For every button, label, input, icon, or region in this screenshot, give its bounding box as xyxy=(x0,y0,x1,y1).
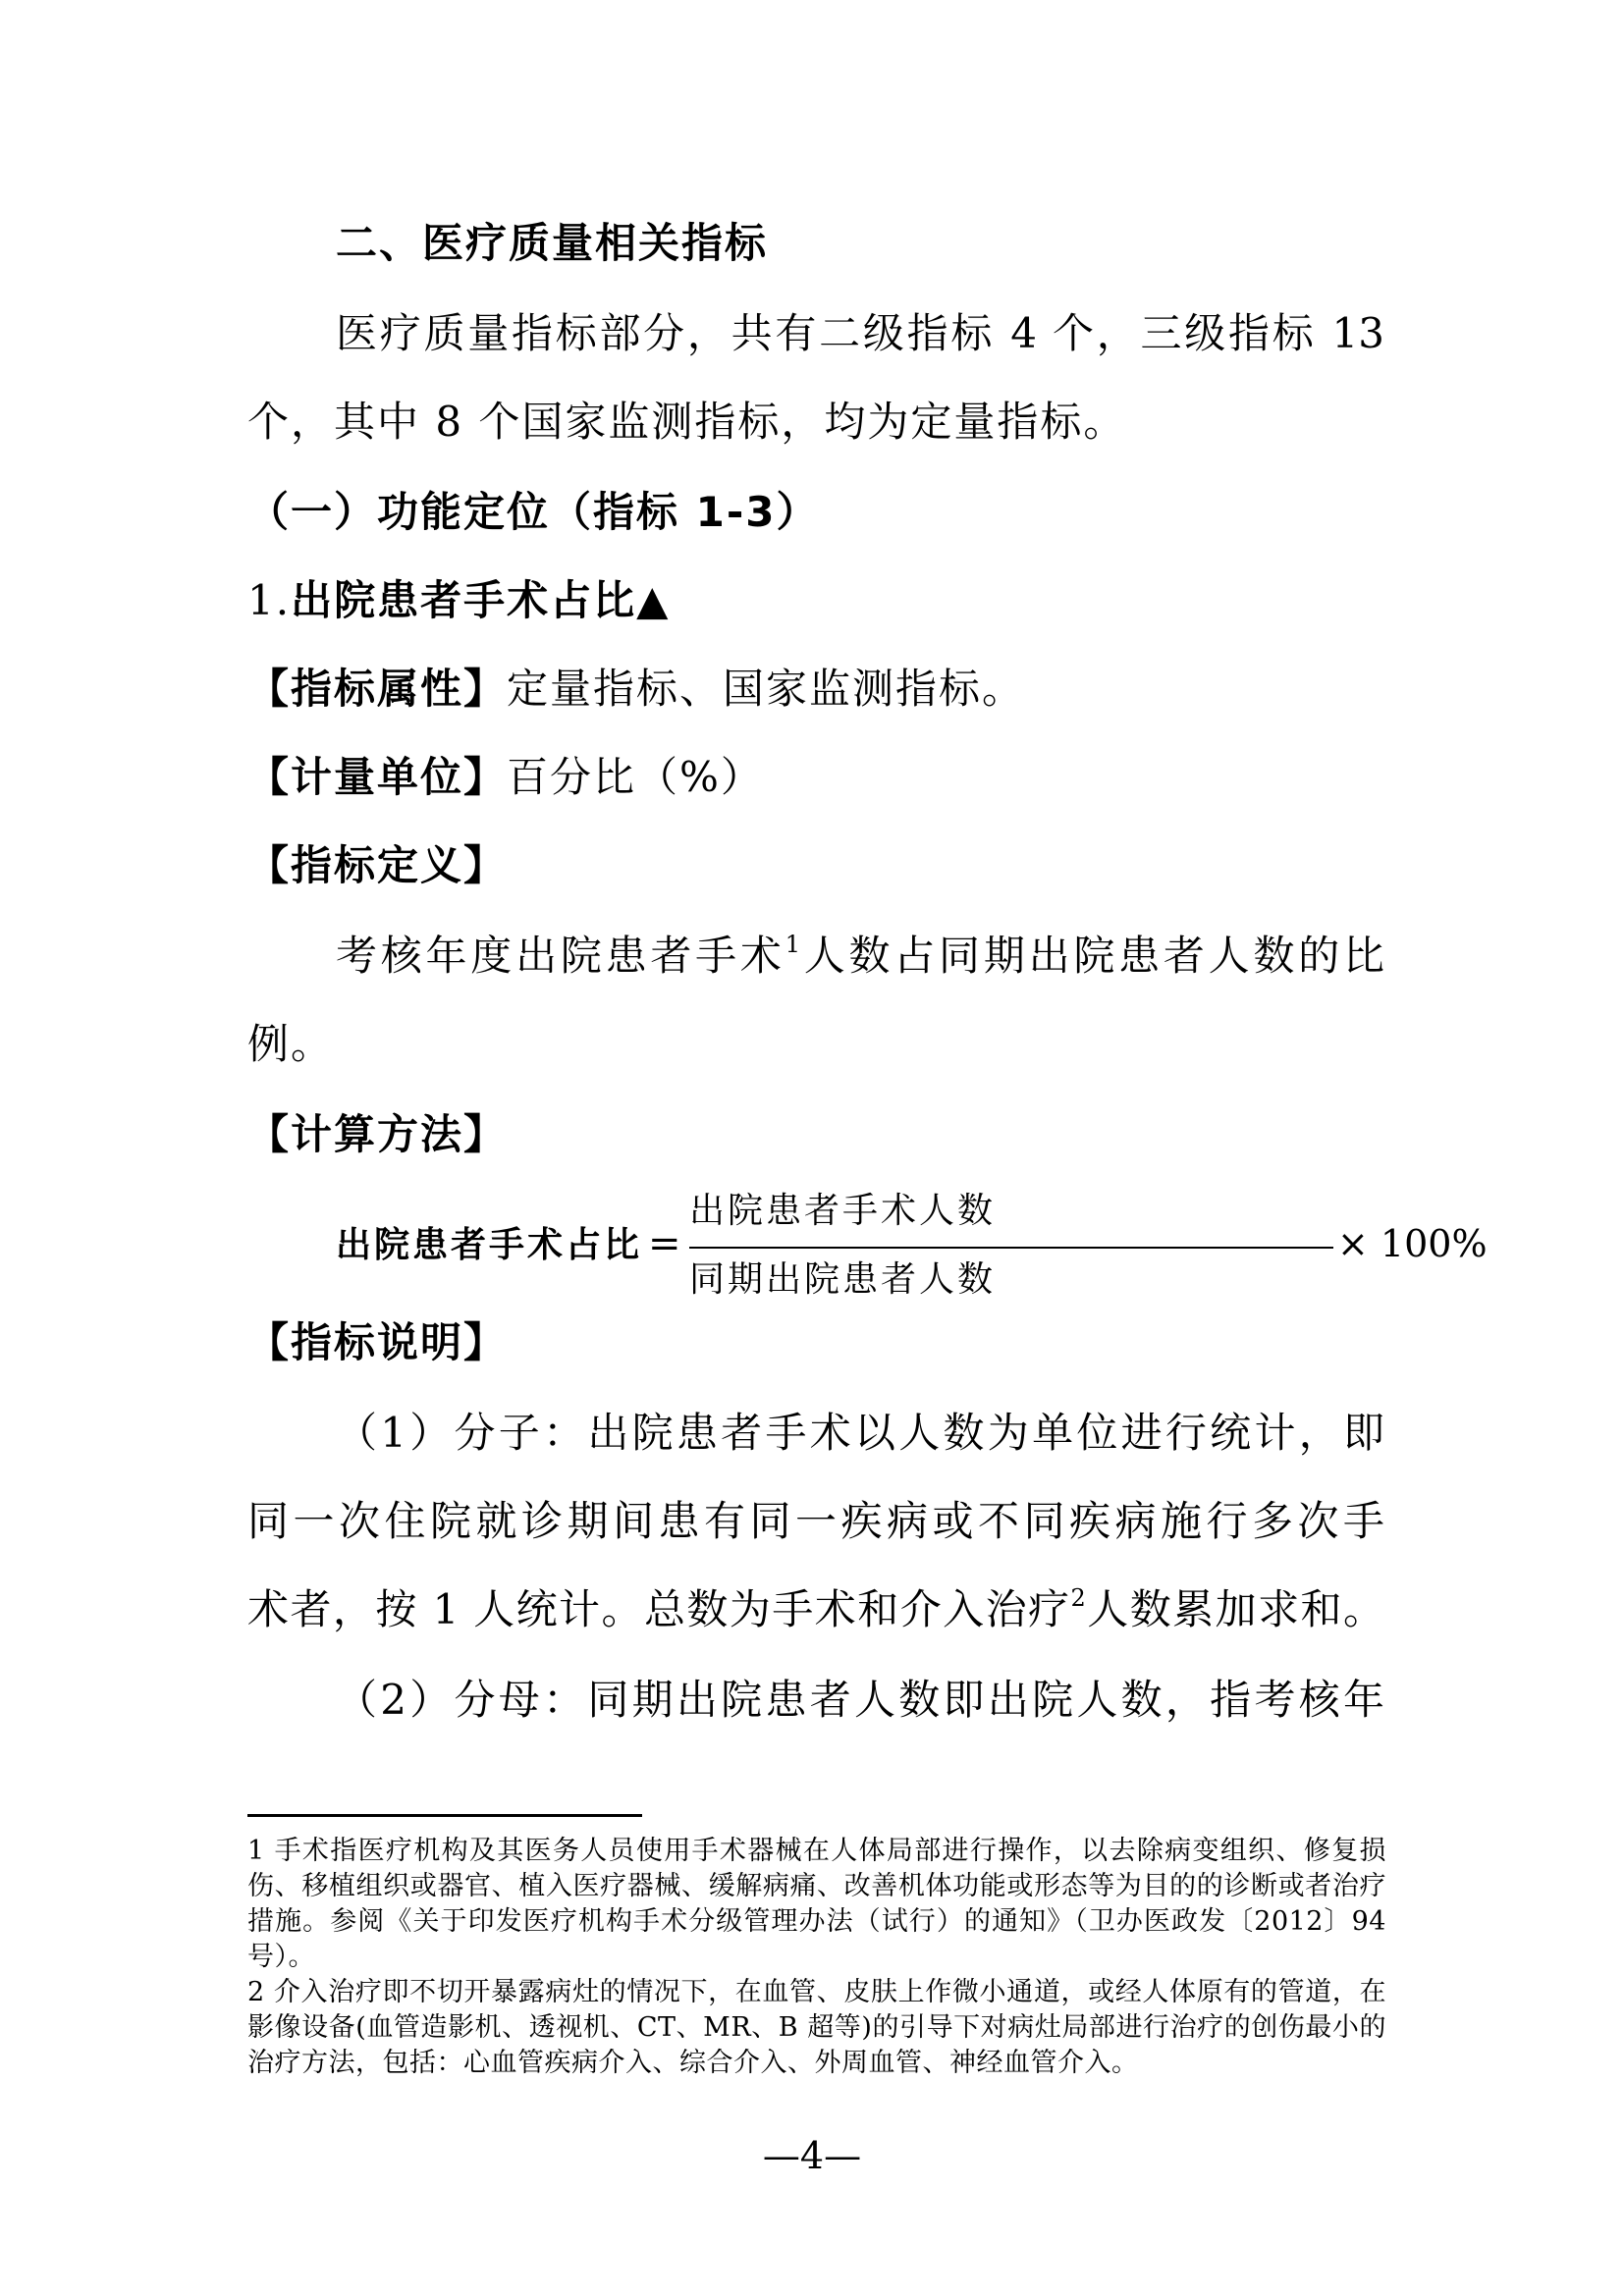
indicator-title xyxy=(247,573,670,628)
explain-1-line-2: 同一次住院就诊期间患有同一疾病或不同疾病施行多次手 xyxy=(247,1497,1384,1545)
formula-denominator: 同期出院患者人数 xyxy=(689,1259,997,1300)
section-heading: 二、医疗质量相关指标 xyxy=(336,219,769,267)
fraction-bar xyxy=(689,1247,1333,1249)
formula-equals: = xyxy=(648,1221,681,1266)
intro-line-2: 个，其中 8 个国家监测指标，均为定量指标。 xyxy=(247,398,1127,446)
formula-lhs: 出院患者手术占比 xyxy=(336,1225,643,1265)
attribute-label: 【指标属性】 xyxy=(247,665,508,713)
footnote-2: 2 介入治疗即不切开暴露病灶的情况下，在血管、皮肤上作微小通道，或经人体原有的管道，在影像设备(血管造影机、透视机、CT、MR、B 超等)的引导下对病灶局部进行治疗的创伤最小的治疗方法，包括：心血管疾病介入、综合介入、外周血管、神经血管介入。 xyxy=(247,1977,1386,2078)
footnote-ref-1[interactable]: 1 xyxy=(785,931,800,958)
definition-label: 【指标定义】 xyxy=(247,841,508,889)
explain-1-line-3 xyxy=(247,1582,1384,1637)
unit-label: 【计量单位】 xyxy=(247,753,508,801)
attribute-value: 定量指标、国家监测指标。 xyxy=(507,665,1026,713)
indicator-title-text: 出院患者手术占比▲ xyxy=(291,576,671,624)
definition-line-1 xyxy=(336,929,1384,984)
definition-text-2: 人数占同期出院患者人数的比 xyxy=(799,932,1384,980)
explain-1-line-1: （1）分子：出院患者手术以人数为单位进行统计，即 xyxy=(336,1409,1384,1457)
indicator-number: 1. xyxy=(247,576,292,624)
calc-label: 【计算方法】 xyxy=(247,1110,508,1158)
unit-value: 百分比（%） xyxy=(507,753,764,801)
explain-label: 【指标说明】 xyxy=(247,1318,508,1366)
attribute-row xyxy=(247,662,1025,717)
formula-numerator: 出院患者手术人数 xyxy=(689,1191,997,1231)
subsection-heading: （一）功能定位（指标 1-3） xyxy=(247,488,820,536)
footnote-1: 1 手术指医疗机构及其医务人员使用手术器械在人体局部进行操作，以去除病变组织、修复损伤、移植组织或器官、植入医疗器械、缓解病痛、改善机体功能或形态等为目的的诊断或者治疗措施。参阅《关于印发医疗机构手术分级管理办法（试行）的通知》（卫办医政发〔2012〕94 号）。 xyxy=(247,1836,1386,1972)
explain-2-line-1: （2）分母：同期出院患者人数即出院人数，指考核年 xyxy=(336,1676,1384,1724)
definition-text-1: 考核年度出院患者手术 xyxy=(336,932,785,980)
explain-1-line-3-text-2: 人数累加求和。 xyxy=(1085,1585,1384,1633)
footnote-ref-2[interactable]: 2 xyxy=(1070,1584,1086,1612)
definition-line-2: 例。 xyxy=(247,1020,335,1068)
page-number: —4— xyxy=(762,2134,862,2177)
explain-1-line-3-text-1: 术者，按 1 人统计。总数为手术和介入治疗 xyxy=(247,1585,1071,1633)
intro-line-1: 医疗质量指标部分，共有二级指标 4 个，三级指标 13 xyxy=(336,309,1384,357)
formula-multiplier: × 100% xyxy=(1337,1222,1488,1265)
formula xyxy=(336,1190,1488,1308)
footnote-separator xyxy=(247,1814,642,1817)
unit-row xyxy=(247,750,764,805)
